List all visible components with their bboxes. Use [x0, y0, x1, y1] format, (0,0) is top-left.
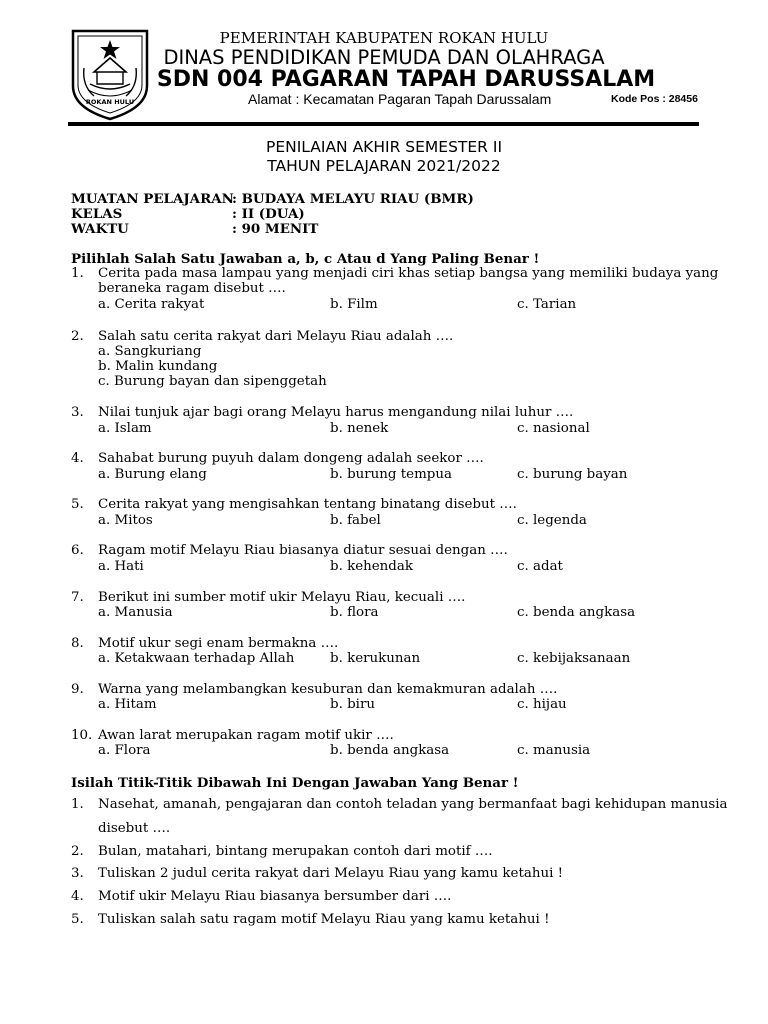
question-text: Nilai tunjuk ajar bagi orang Melayu harus mengandung nilai luhur …. — [98, 405, 574, 420]
question-number: 4. — [71, 451, 84, 466]
question-text: Motif ukur segi enam bermakna …. — [98, 636, 339, 651]
option-b: b. nenek — [330, 421, 389, 436]
question-number: 3. — [71, 405, 84, 420]
question-text: Nasehat, amanah, pengajaran dan contoh teladan yang bermanfaat bagi kehidupan manusia — [98, 797, 728, 812]
question-text: Salah satu cerita rakyat dari Melayu Riau adalah …. — [98, 329, 454, 344]
option-a: a. Sangkuriang — [98, 344, 202, 359]
question-number: 1. — [71, 266, 84, 281]
option-c: c. nasional — [517, 421, 590, 436]
option-a: a. Burung elang — [98, 467, 207, 482]
option-b: b. kerukunan — [330, 651, 421, 666]
option-b: b. burung tempua — [330, 467, 452, 482]
postal-code: Kode Pos : 28456 — [611, 93, 698, 105]
question-number: 2. — [71, 329, 84, 344]
gov-name: PEMERINTAH KABUPATEN ROKAN HULU — [219, 29, 549, 47]
option-b: b. fabel — [330, 513, 381, 528]
question-text: Warna yang melambangkan kesuburan dan kemakmuran adalah …. — [98, 682, 558, 697]
option-a: a. Mitos — [98, 513, 153, 528]
school-name: SDN 004 PAGARAN TAPAH DARUSSALAM — [156, 67, 656, 92]
info-value: : II (DUA) — [232, 206, 305, 222]
question-text: Bulan, matahari, bintang merupakan contoh dari motif …. — [98, 844, 493, 859]
question-number: 9. — [71, 682, 84, 697]
question-number: 5. — [71, 497, 84, 512]
option-a: a. Islam — [98, 421, 152, 436]
logo-text: ROKAN HULU — [85, 98, 135, 106]
school-address: Alamat : Kecamatan Pagaran Tapah Darussalam — [248, 91, 552, 107]
info-value: : BUDAYA MELAYU RIAU (BMR) — [232, 191, 474, 207]
question-text: Cerita pada masa lampau yang menjadi ciri khas setiap bangsa yang memiliki budaya yang — [98, 266, 719, 281]
option-b: b. benda angkasa — [330, 743, 450, 758]
option-b: b. biru — [330, 697, 375, 712]
option-c: c. adat — [517, 559, 563, 574]
question-number: 2. — [71, 844, 84, 859]
question-text: Tuliskan 2 judul cerita rakyat dari Melayu Riau yang kamu ketahui ! — [98, 866, 563, 881]
option-c: c. legenda — [517, 513, 587, 528]
question-number: 4. — [71, 889, 84, 904]
question-number: 8. — [71, 636, 84, 651]
question-text: Berikut ini sumber motif ukir Melayu Riau, kecuali …. — [98, 590, 466, 605]
option-c: c. hijau — [517, 697, 567, 712]
question-text: Sahabat burung puyuh dalam dongeng adalah seekor …. — [98, 451, 484, 466]
question-number: 10. — [71, 728, 93, 743]
question-text: Tuliskan salah satu ragam motif Melayu Riau yang kamu ketahui ! — [98, 912, 550, 927]
option-a: a. Hitam — [98, 697, 157, 712]
option-c: c. kebijaksanaan — [517, 651, 631, 666]
academic-year: TAHUN PELAJARAN 2021/2022 — [267, 157, 501, 175]
option-c: c. burung bayan — [517, 467, 628, 482]
option-a: a. Cerita rakyat — [98, 297, 205, 312]
info-value: : 90 MENIT — [232, 221, 319, 237]
question-number: 5. — [71, 912, 84, 927]
option-b: b. kehendak — [330, 559, 413, 574]
option-c: c. manusia — [517, 743, 591, 758]
question-text: disebut …. — [98, 821, 171, 836]
question-text: Ragam motif Melayu Riau biasanya diatur sesuai dengan …. — [98, 543, 508, 558]
question-number: 3. — [71, 866, 84, 881]
question-text: Awan larat merupakan ragam motif ukir …. — [98, 728, 394, 743]
option-c: c. Burung bayan dan sipenggetah — [98, 374, 327, 389]
option-c: c. benda angkasa — [517, 605, 636, 620]
section-b-instruction: Isilah Titik-Titik Dibawah Ini Dengan Jawaban Yang Benar ! — [71, 775, 519, 791]
option-b: b. flora — [330, 605, 379, 620]
section-a-instruction: Pilihlah Salah Satu Jawaban a, b, c Atau d Yang Paling Benar ! — [71, 251, 540, 267]
question-text: beraneka ragam disebut …. — [98, 281, 286, 296]
option-a: a. Flora — [98, 743, 151, 758]
question-number: 7. — [71, 590, 84, 605]
option-a: a. Manusia — [98, 605, 173, 620]
question-number: 1. — [71, 797, 84, 812]
question-number: 6. — [71, 543, 84, 558]
option-a: a. Ketakwaan terhadap Allah — [98, 651, 295, 666]
info-label: MUATAN PELAJARAN — [71, 191, 234, 207]
option-a: a. Hati — [98, 559, 144, 574]
option-b: b. Malin kundang — [98, 359, 218, 374]
info-label: KELAS — [71, 206, 123, 222]
info-label: WAKTU — [71, 221, 129, 237]
option-b: b. Film — [330, 297, 378, 312]
question-text: Cerita rakyat yang mengisahkan tentang binatang disebut …. — [98, 497, 517, 512]
exam-title: PENILAIAN AKHIR SEMESTER II — [265, 138, 503, 156]
question-text: Motif ukir Melayu Riau biasanya bersumber dari …. — [98, 889, 452, 904]
dinas-name: DINAS PENDIDIKAN PEMUDA DAN OLAHRAGA — [163, 46, 605, 69]
option-c: c. Tarian — [517, 297, 577, 312]
letterhead-divider — [68, 122, 699, 126]
